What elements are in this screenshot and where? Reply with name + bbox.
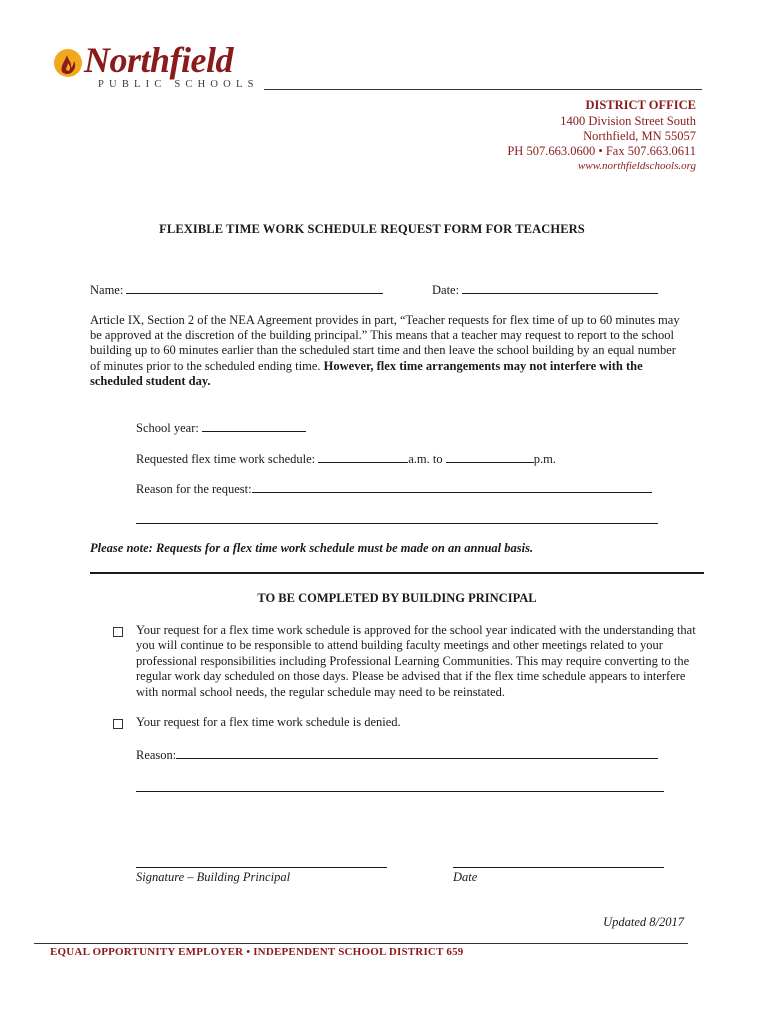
end-time-field[interactable] — [446, 452, 534, 463]
header-divider — [264, 89, 702, 90]
approved-checkbox[interactable] — [113, 627, 123, 637]
logo-subtitle: PUBLIC SCHOOLS — [98, 79, 259, 90]
employer-footer: EQUAL OPPORTUNITY EMPLOYER • INDEPENDENT SCHOOL DISTRICT 659 — [50, 946, 464, 958]
intro-paragraph — [90, 313, 680, 389]
principal-reason-row — [136, 748, 658, 763]
name-label: Name: — [90, 283, 124, 297]
signature-date-label: Date — [453, 870, 478, 884]
name-row — [90, 283, 383, 298]
principal-section-title: TO BE COMPLETED BY BUILDING PRINCIPAL — [257, 591, 537, 605]
denied-checkbox[interactable] — [113, 719, 123, 729]
updated-date: Updated 8/2017 — [603, 915, 684, 929]
footer-divider — [34, 943, 688, 944]
reason-row — [136, 482, 652, 497]
reason-field-line1[interactable] — [252, 482, 652, 493]
school-year-label: School year: — [136, 421, 199, 435]
name-field[interactable] — [126, 283, 383, 294]
annual-note: Please note: Requests for a flex time work schedule must be made on an annual basis. — [90, 541, 534, 555]
reason-label: Reason for the request: — [136, 482, 252, 496]
intro-text: Article IX, Section 2 of the NEA Agreement provides in part, “Teacher requests for flex time of up to 60 minutes may be approved at the discretion of the building principal.” This means that a teacher may request to report to the school building up to 60 minutes earlier than the scheduled start time and then leave the school building by an equal number of minutes prior to the scheduled ending time. — [90, 313, 680, 373]
signature-date-field[interactable] — [453, 867, 664, 868]
address-line2: Northfield, MN 55057 — [583, 129, 696, 143]
reason-field-line2[interactable] — [136, 523, 658, 524]
section-divider — [90, 572, 704, 574]
signature-label: Signature – Building Principal — [136, 870, 291, 884]
office-title: DISTRICT OFFICE — [585, 98, 696, 112]
phone-fax: PH 507.663.0600 • Fax 507.663.0611 — [507, 144, 696, 158]
form-title: FLEXIBLE TIME WORK SCHEDULE REQUEST FORM FOR TEACHERS — [159, 222, 585, 236]
school-year-field[interactable] — [202, 421, 306, 432]
start-time-field[interactable] — [318, 452, 408, 463]
principal-reason-field-line2[interactable] — [136, 791, 664, 792]
flame-logo-icon — [53, 46, 83, 80]
website-link[interactable]: www.northfieldschools.org — [578, 160, 696, 172]
principal-reason-label: Reason: — [136, 748, 177, 762]
am-to-label: a.m. to — [408, 452, 443, 466]
logo-wordmark: Northfield — [84, 40, 234, 80]
address-line1: 1400 Division Street South — [560, 114, 696, 128]
schedule-row — [136, 452, 556, 467]
school-year-row — [136, 421, 306, 436]
denied-text: Your request for a flex time work schedule is denied. — [136, 715, 401, 729]
date-row — [432, 283, 658, 298]
date-field[interactable] — [462, 283, 658, 294]
principal-reason-field-line1[interactable] — [176, 748, 658, 759]
approved-text: Your request for a flex time work schedule is approved for the school year indicated with the understanding that you will continue to be responsible to attend building faculty meetings and other meetings related to your professional responsibilities including Professional Learning Communities. This may require converting to the regular work day scheduled on those days. Please be advised that if the flex time schedule appears to interfere with normal school needs, the regular schedule may need to be reinstated. — [136, 623, 696, 699]
date-label: Date: — [432, 283, 460, 297]
intro-bold-text: However, flex time arrangements may not interfere with the scheduled student day. — [90, 358, 643, 388]
signature-field[interactable] — [136, 867, 387, 868]
schedule-label: Requested flex time work schedule: — [136, 452, 316, 466]
pm-label: p.m. — [533, 452, 556, 466]
